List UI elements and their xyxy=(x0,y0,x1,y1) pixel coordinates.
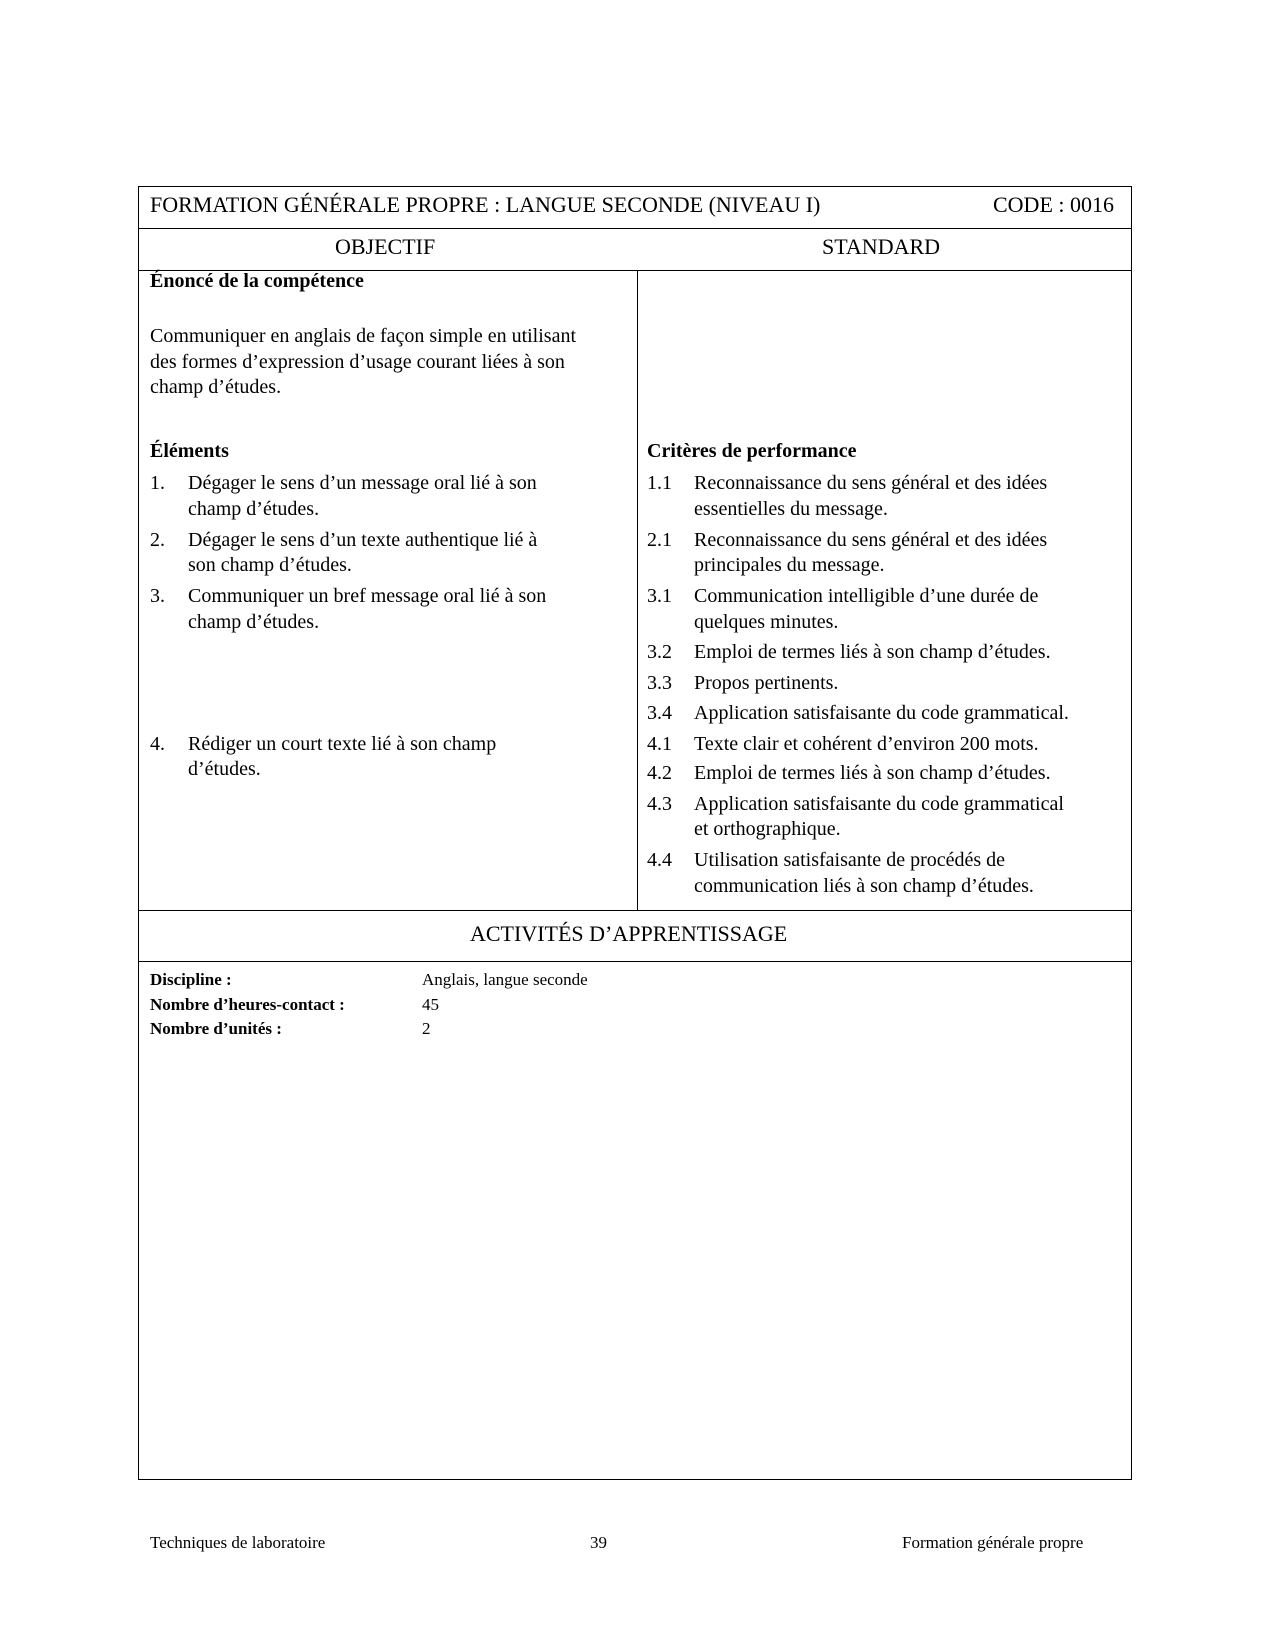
activities-title: ACTIVITÉS D’APPRENTISSAGE xyxy=(470,921,788,946)
criterion-line: Application satisfaisante du code grammatical xyxy=(694,793,1064,815)
criterion-line: Reconnaissance du sens général et des idées xyxy=(694,472,1048,494)
criterion-number: 4.3 xyxy=(647,793,672,815)
rule-under-header xyxy=(139,228,1131,229)
column-divider xyxy=(637,270,638,910)
element-number: 3. xyxy=(150,585,165,607)
element-line: d’études. xyxy=(188,758,261,780)
criterion-number: 3.2 xyxy=(647,641,672,663)
competence-label: Énoncé de la compétence xyxy=(150,270,364,292)
criterion-number: 4.1 xyxy=(647,733,672,755)
criterion-line: Emploi de termes liés à son champ d’études. xyxy=(694,641,1051,663)
element-line: Rédiger un court texte lié à son champ xyxy=(188,733,497,755)
element-line: Communiquer un bref message oral lié à son xyxy=(188,585,547,607)
footer-program: Techniques de laboratoire xyxy=(150,1533,326,1552)
criterion-number: 2.1 xyxy=(647,529,672,551)
form-frame xyxy=(138,186,1132,1480)
element-line: son champ d’études. xyxy=(188,554,352,576)
discipline-value: Anglais, langue seconde xyxy=(422,970,588,989)
criteria-label: Critères de performance xyxy=(647,440,857,462)
page-title: FORMATION GÉNÉRALE PROPRE : LANGUE SECONDE (NIVEAU I) xyxy=(150,192,821,217)
element-line: Dégager le sens d’un texte authentique lié à xyxy=(188,529,538,551)
criterion-line: quelques minutes. xyxy=(694,611,839,633)
competence-line: des formes d’expression d’usage courant liées à son xyxy=(150,351,565,373)
criterion-number: 1.1 xyxy=(647,472,672,494)
criterion-line: essentielles du message. xyxy=(694,498,888,520)
element-number: 4. xyxy=(150,733,165,755)
footer-page-number: 39 xyxy=(590,1533,607,1552)
discipline-label: Discipline : xyxy=(150,970,232,989)
element-line: Dégager le sens d’un message oral lié à son xyxy=(188,472,537,494)
element-line: champ d’études. xyxy=(188,611,320,633)
rule-above-activities xyxy=(139,910,1131,911)
elements-label: Éléments xyxy=(150,440,229,462)
hours-value: 45 xyxy=(422,995,439,1014)
footer-section: Formation générale propre xyxy=(902,1533,1084,1552)
column-header-standard: STANDARD xyxy=(822,234,941,259)
criterion-line: communication liés à son champ d’études. xyxy=(694,875,1034,897)
competence-line: champ d’études. xyxy=(150,376,282,398)
criterion-line: Utilisation satisfaisante de procédés de xyxy=(694,849,1006,871)
criterion-number: 3.3 xyxy=(647,672,672,694)
criterion-line: Communication intelligible d’une durée de xyxy=(694,585,1039,607)
criterion-line: Reconnaissance du sens général et des idées xyxy=(694,529,1048,551)
element-line: champ d’études. xyxy=(188,498,320,520)
criterion-number: 3.4 xyxy=(647,702,672,724)
units-label: Nombre d’unités : xyxy=(150,1019,282,1038)
element-number: 1. xyxy=(150,472,165,494)
criterion-line: et orthographique. xyxy=(694,818,841,840)
criterion-line: Emploi de termes liés à son champ d’études. xyxy=(694,762,1051,784)
column-header-objectif: OBJECTIF xyxy=(335,234,436,259)
criterion-line: Application satisfaisante du code grammatical. xyxy=(694,702,1069,724)
criterion-line: Propos pertinents. xyxy=(694,672,839,694)
hours-label: Nombre d’heures-contact : xyxy=(150,995,345,1014)
criterion-line: principales du message. xyxy=(694,554,885,576)
element-number: 2. xyxy=(150,529,165,551)
criterion-line: Texte clair et cohérent d’environ 200 mots. xyxy=(694,733,1039,755)
competence-line: Communiquer en anglais de façon simple en utilisant xyxy=(150,325,577,347)
criterion-number: 4.4 xyxy=(647,849,672,871)
criterion-number: 4.2 xyxy=(647,762,672,784)
criterion-number: 3.1 xyxy=(647,585,672,607)
rule-under-activities xyxy=(139,961,1131,962)
course-code: CODE : 0016 xyxy=(993,192,1114,217)
units-value: 2 xyxy=(422,1019,431,1038)
